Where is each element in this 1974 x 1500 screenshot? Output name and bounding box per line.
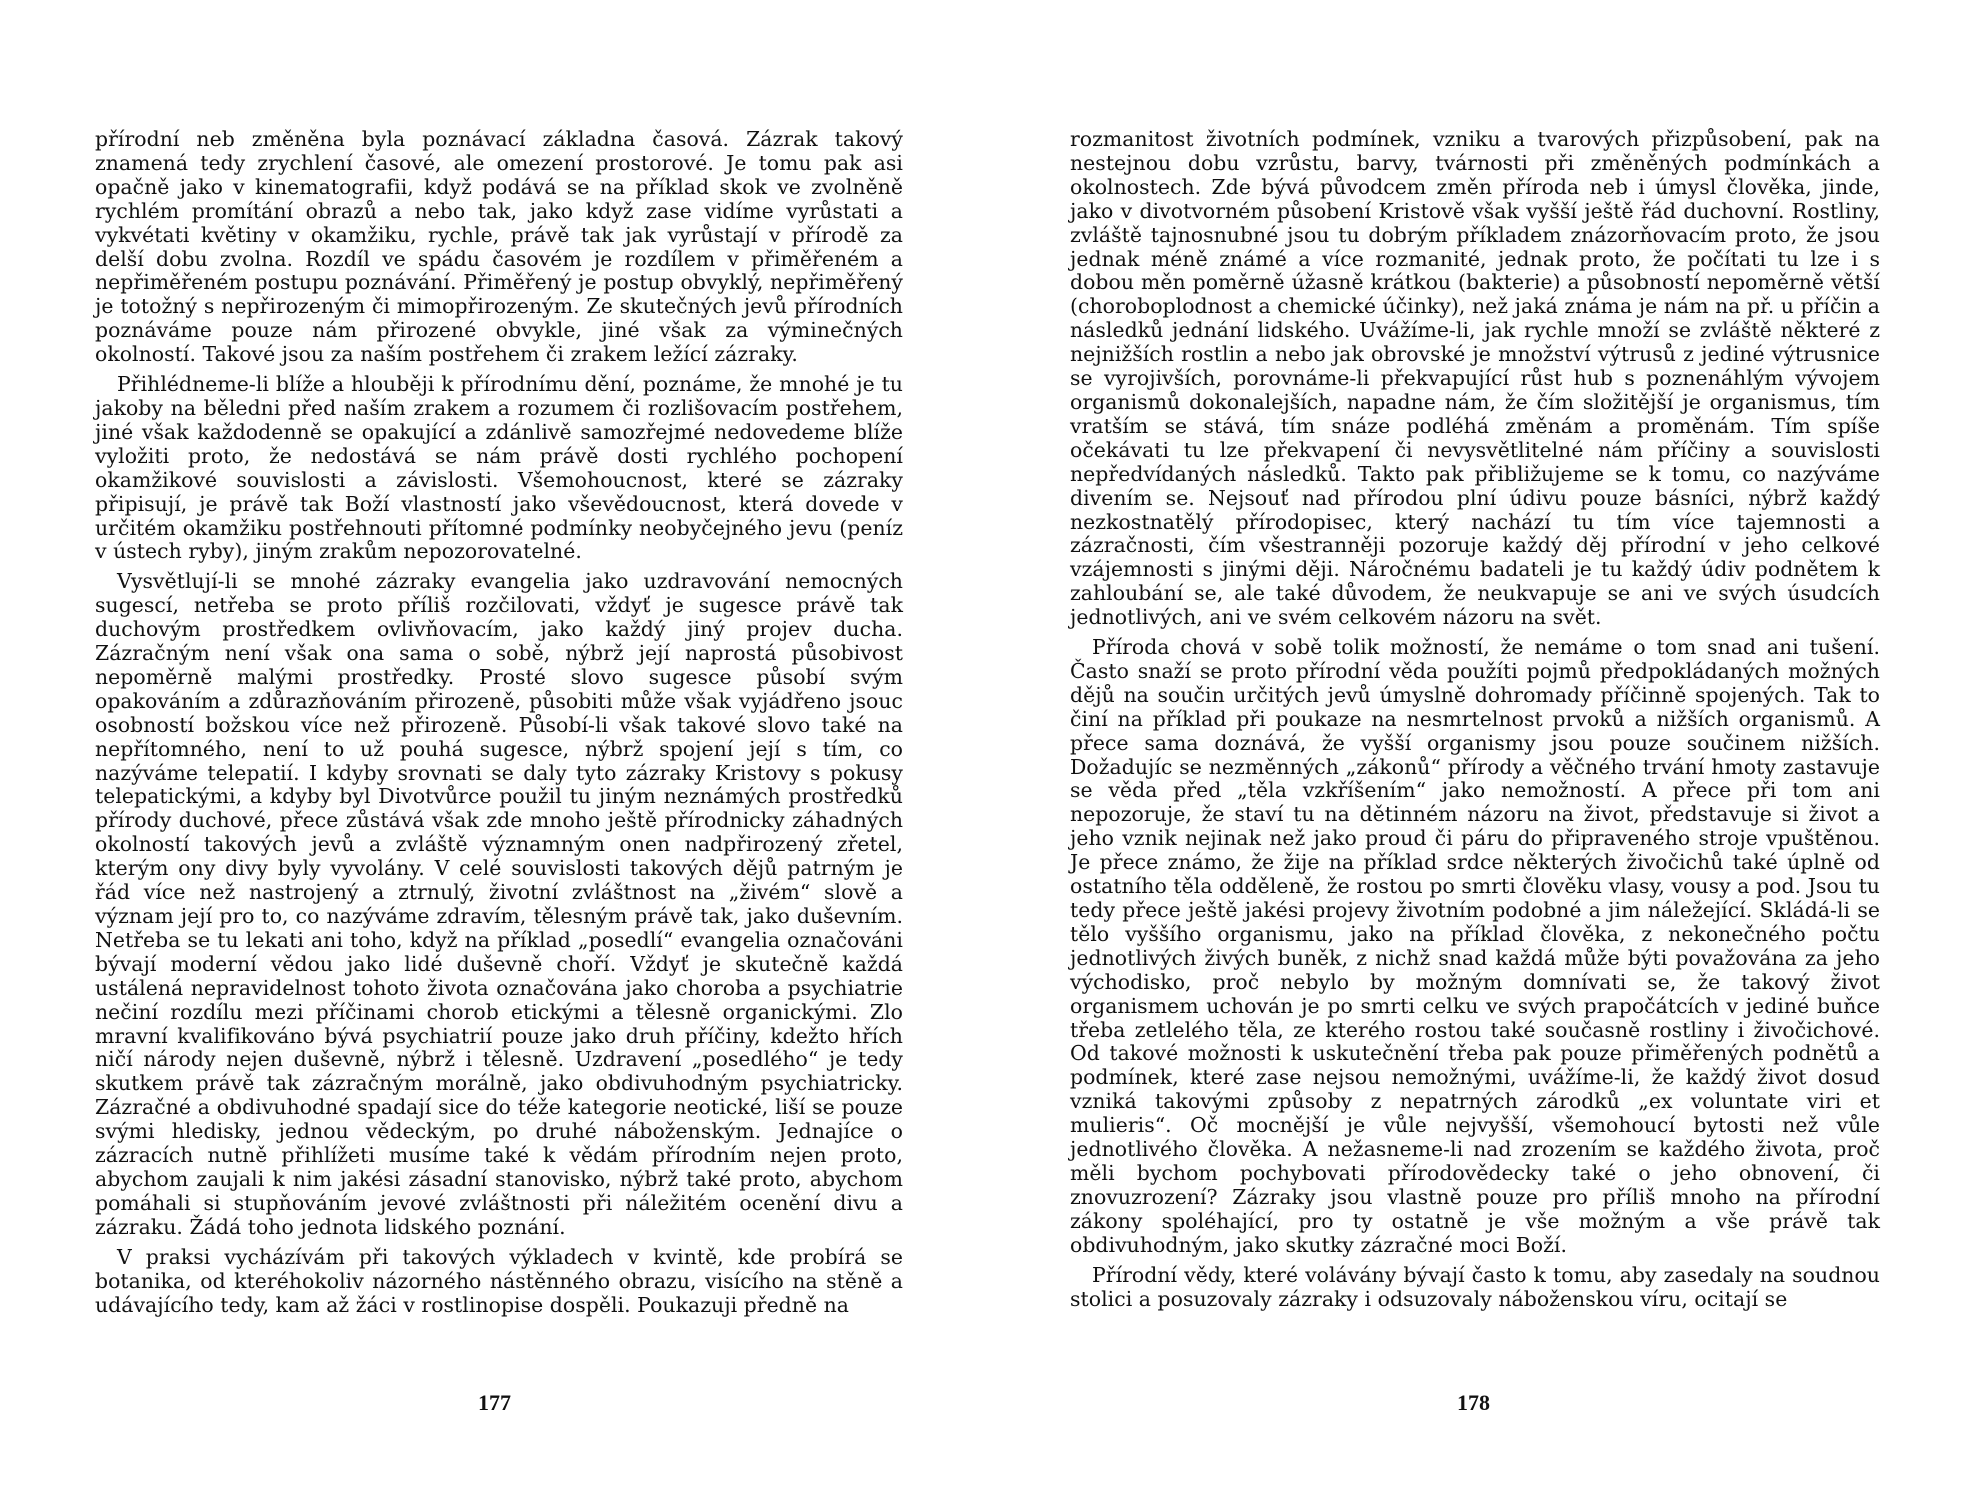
right-page — [1070, 128, 1880, 1311]
page-number-left: 177 — [478, 1390, 511, 1415]
paragraph: rozmanitost životních podmínek, vzniku a tvarových přizpůsobení, pak na nestejnou dobu vzrůstu, barvy, tvárnosti při změněných podmínkách a okolnostech. Zde bývá původcem změn příroda neb i úmysl člověka, jinde, jako v divotvorném působení Kristově však vyšší ještě řád duchovní. Rostliny, zvláště tajnosnubné jsou tu dobrým příkladem znázorňovacím proto, že jsou jednak méně známé a více rozmanité, jednak proto, že počítati tu lze i s dobou měn poměrně úžasně krátkou (bakterie) a působností nepoměrně větší (choroboplodnost a chemické účinky), než jaká známa je nám na př. u příčin a následků jednání lidského. Uvážíme-li, jak rychle množí se zvláště některé z nejnižších rostlin a nebo jak obrovské je množství výtrusů z jediné výtrusnice se vyrojivších, porovnáme-li překvapující růst hub s poznenáhlým vývojem organismů dokonalejších, napadne nám, že čím složitější je organismus, tím vratším se stává, tím snáze podléhá změnám a proměnám. Tím spíše očekávati tu lze překvapení či nevysvětlitelné nám příčiny a souvislosti nepředvídaných následků. Takto pak přibližujeme se k tomu, co nazýváme divením se. Nejsouť nad přírodou plní údivu pouze básníci, nýbrž každý nezkostnatělý přírodopisec, který nachází tu tím více tajemnosti a zázračnosti, čím všestranněji pozoruje každý děj přírodní v jeho celkové vzájemnosti s jinými ději. Náročnému badateli je tu každý údiv podnětem k zahloubání se, ale také důvodem, že neukvapuje se ani ve svých úsudcích jednotlivých, ani ve svém celkovém názoru na svět. — [1070, 127, 1880, 630]
paragraph: Přírodní vědy, které volávány bývají často k tomu, aby zasedaly na soudnou stolici a posuzovaly zázraky i odsuzovaly náboženskou víru, ocitají se — [1070, 1262, 1880, 1311]
paragraph: přírodní neb změněna byla poznávací základna časová. Zázrak takový znamená tedy zrychlení časové, ale omezení prostorové. Je tomu pak asi opačně jako v kinematografii, když podává se na příklad skok ve zvolněně rychlém promítání obrazů a nebo tak, jako když zase vidíme vyrůstati a vykvétati květiny v okamžiku, rychle, právě tak jak vyrůstají v přírodě za delší dobu zvolna. Rozdíl ve spádu časovém je rozdílem v přiměřeném a nepřiměřeném postupu poznávání. Přiměřený je postup obvyklý, nepřiměřený je totožný s nepřirozeným či mimopřirozeným. Ze skutečných jevů přírodních poznáváme pouze nám přirozené obvykle, jiné však za výminečných okolností. Takové jsou za naším postřehem či zrakem ležící zázraky. — [95, 127, 903, 367]
paragraph: Vysvětlují-li se mnohé zázraky evangelia jako uzdravování nemocných sugescí, netřeba se proto příliš rozčilovati, vždyť je sugesce právě tak duchovým prostředkem ovlivňovacím, jako každý jiný projev ducha. Zázračným není však ona sama o sobě, nýbrž její naprostá působivost nepoměrně malými prostředky. Prosté slovo sugesce působí svým opakováním a zdůrazňováním přirozeně, působiti může však vyjádřeno jsouc osobností božskou více než přirozeně. Působí-li však takové slovo také na nepřítomného, není to už pouhá sugesce, nýbrž spojení její s tím, co nazýváme telepatií. I kdyby srovnati se daly tyto zázraky Kristovy s pokusy telepatickými, a kdyby byl Divotvůrce použil tu jiným neznámých prostředků přírody duchové, přece zůstává však zde mnoho ještě přírodnicky záhadných okolností takových jevů a zvláště významným onen nadpřirozený zřetel, kterým ony divy byly vyvolány. V celé souvislosti takových dějů patrným je řád více než nastrojený a ztrnulý, životní zvláštnost na „živém“ slově a význam její pro to, co nazýváme zdravím, tělesným právě tak, jako duševním. Netřeba se tu lekati ani toho, když na příklad „posedlí“ evangelia označováni bývají moderní vědou jako lidé duševně choří. Vždyť je skutečně každá ustálená nepravidelnost tohoto života označována jako choroba a psychiatrie nečiní rozdílu mezi příčinami chorob etickými a tělesně organickými. Zlo mravní kvalifikováno bývá psychiatrií pouze jako druh příčiny, kdežto hřích ničí národy nejen duševně, nýbrž i tělesně. Uzdravení „posedlého“ je tedy skutkem právě tak zázračným morálně, jako obdivuhodným psychiatricky. Zázračné a obdivuhodné spadají sice do téže kategorie neotické, liší se pouze svými hledisky, jednou vědeckým, po druhé náboženským. Jednajíce o zázracích nutně přihlížeti musíme také k vědám přírodním nejen proto, abychom zaujali k nim jakési zásadní stanovisko, nýbrž také proto, abychom pomáhali si stupňováním jevové zvláštnosti při náležitém ocenění divu a zázraku. Žádá toho jednota lidského poznání. — [95, 569, 903, 1239]
page-number-right: 178 — [1457, 1390, 1490, 1415]
paragraph: V praksi vycházívám při takových výkladech v kvintě, kde probírá se botanika, od kteréhokoliv názorného nástěnného obrazu, visícího na stěně a udávajícího tedy, kam až žáci v rostlinopise dospěli. Poukazuji předně na — [95, 1244, 903, 1317]
paragraph: Přihlédneme-li blíže a hlouběji k přírodnímu dění, poznáme, že mnohé je tu jakoby na běledni před naším zrakem a rozumem či rozlišovacím postřehem, jiné však každodenně se opakující a zdánlivě samozřejmé nedovedeme blíže vyložiti proto, že nedostává se nám právě dosti rychlého pochopení okamžikové souvislosti a závislosti. Všemohoucnost, které se zázraky připisují, je právě tak Boží vlastností jako vševědoucnost, která dovede v určitém okamžiku postřehnouti přítomné podmínky neobyčejného jevu (peníz v ústech ryby), jiným zrakům nepozorovatelné. — [95, 372, 903, 564]
left-page — [95, 128, 903, 1317]
paragraph: Příroda chová v sobě tolik možností, že nemáme o tom snad ani tušení. Často snaží se proto přírodní věda použíti pojmů předpokládaných možných dějů na součin určitých jevů úmyslně dohromady příčinně spojených. Tak to činí na příklad při poukaze na nesmrtelnost prvoků a nižších organismů. A přece sama doznává, že vyšší organismy jsou pouze součinem nižších. Dožadujíc se nezměnných „zákonů“ přírody a věčného trvání hmoty zastavuje se věda před „těla vzkříšením“ jako nemožností. A přece při tom ani nepozoruje, že staví tu na dětinném názoru na život, představuje si život a jeho vznik nejinak než jako proud či páru do připraveného stroje vpuštěnou. Je přece známo, že žije na příklad srdce některých živočichů také úplně od ostatního těla odděleně, že rostou po smrti člověku vlasy, vousy a pod. Jsou tu tedy přece ještě jakési projevy životním podobné a jim náležející. Skládá-li se tělo vyššího organismu, jako na příklad člověka, z nekonečného počtu jednotlivých živých buněk, z nichž snad každá může býti považována za jeho východisko, proč nebylo by možným domnívati se, že takový život organismem uchován je po smrti celku ve svých prapočátcích v jediné buňce třeba zetlelého těla, ze kterého rostou také současně rostliny i živočichové. Od takové možnosti k uskutečnění třeba pak pouze přiměřených podnětů a podmínek, které zase nejsou nemožnými, uvážíme-li, že každý život dosud vzniká takovými způsoby z nepatrných zárodků „ex voluntate viri et mulieris“. Oč mocnější je vůle nejvyšší, všemohoucí bytosti než vůle jednotlivého člověka. A nežasneme-li nad zrozením se každého života, proč měli bychom pochybovati přírodovědecky také o jeho obnovení, či znovuzrození? Zázraky jsou vlastně pouze pro příliš mnoho na přírodní zákony spoléhající, pro ty ostatně je vše možným a vše právě tak obdivuhodným, jako skutky zázračné moci Boží. — [1070, 635, 1880, 1257]
